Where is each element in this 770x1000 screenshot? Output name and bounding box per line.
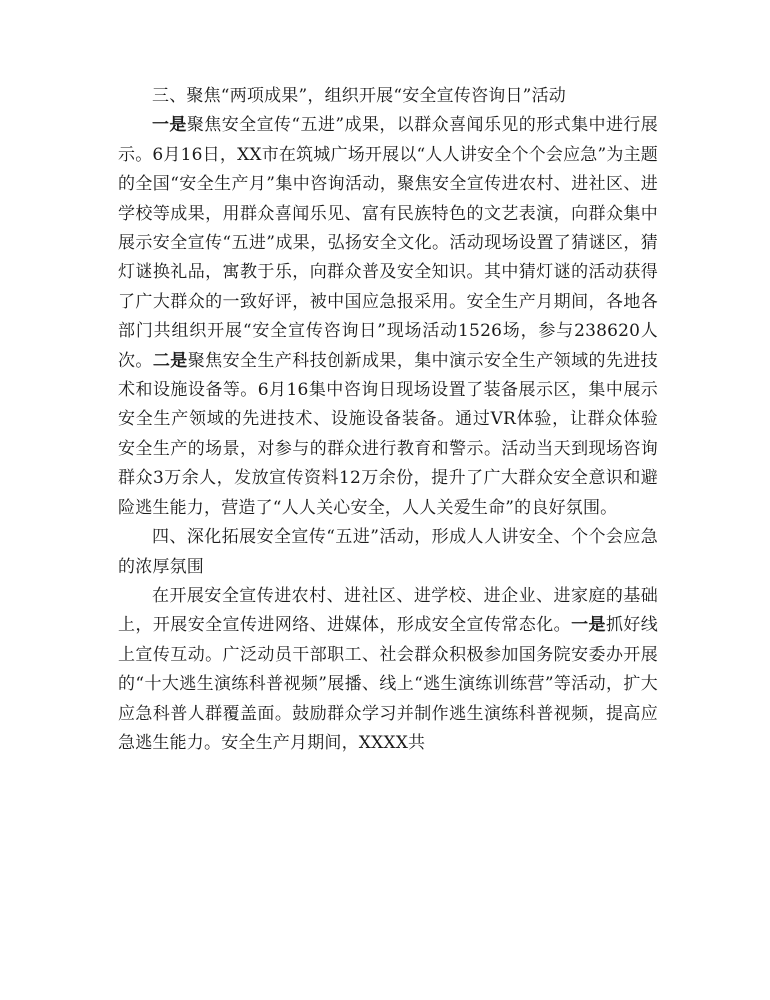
section-3-text-2: 聚焦安全生产科技创新成果，集中演示安全生产领域的先进技术和设施设备等。6月16集中咨询日现场设置了装备展示区，集中展示安全生产领域的先进技术、设施设备装备。通过VR体验，让群众体验安全生产的场景，对参与的群众进行教育和警示。活动当天到现场咨询群众3万余人，发放宣传资料12万余份，提升了广大群众安全意识和避险逃生能力，营造了“人人关心安全，人人关爱生命”的良好氛围。 [118, 350, 658, 518]
section-4-paragraph [118, 582, 658, 758]
document-page [118, 82, 658, 758]
section-3-text-1: 聚焦安全宣传“五进”成果，以群众喜闻乐见的形式集中进行展示。6月16日，XX市在筑城广场开展以“人人讲安全个个会应急”为主题的全国“安全生产月”集中咨询活动，聚焦安全宣传进农村、进社区、进学校等成果，用群众喜闻乐见、富有民族特色的文艺表演，向群众集中展示安全宣传“五进”成果，弘扬安全文化。活动现场设置了猜谜区，猜灯谜换礼品，寓教于乐，向群众普及安全知识。其中猜灯谜的活动获得了广大群众的一致好评，被中国应急报采用。安全生产月期间，各地各部门共组织开展“安全宣传咨询日”现场活动1526场，参与238620人次。 [118, 115, 658, 371]
section-3-lead-1: 一是 [152, 115, 187, 136]
section-3-lead-2: 二是 [152, 350, 188, 371]
section-4-text-2: 抓好线上宣传互动。广泛动员干部职工、社会群众积极参加国务院安委办开展的“十大逃生演练科普视频”展播、线上“逃生演练训练营”等活动，扩大应急科普人群覆盖面。鼓励群众学习并制作逃生演练科普视频，提高应急逃生能力。安全生产月期间，XXXX共 [118, 615, 658, 753]
section-3-paragraph [118, 111, 658, 523]
section-4-lead-1: 一是 [571, 615, 606, 636]
section-4-heading: 四、深化拓展安全宣传“五进”活动，形成人人讲安全、个个会应急的浓厚氛围 [118, 527, 658, 577]
section-4-text-1: 在开展安全宣传进农村、进社区、进学校、进企业、进家庭的基础上，开展安全宣传进网络、进媒体，形成安全宣传常态化。 [118, 585, 658, 636]
section-3-heading: 三、聚焦“两项成果”，组织开展“安全宣传咨询日”活动 [152, 86, 566, 106]
